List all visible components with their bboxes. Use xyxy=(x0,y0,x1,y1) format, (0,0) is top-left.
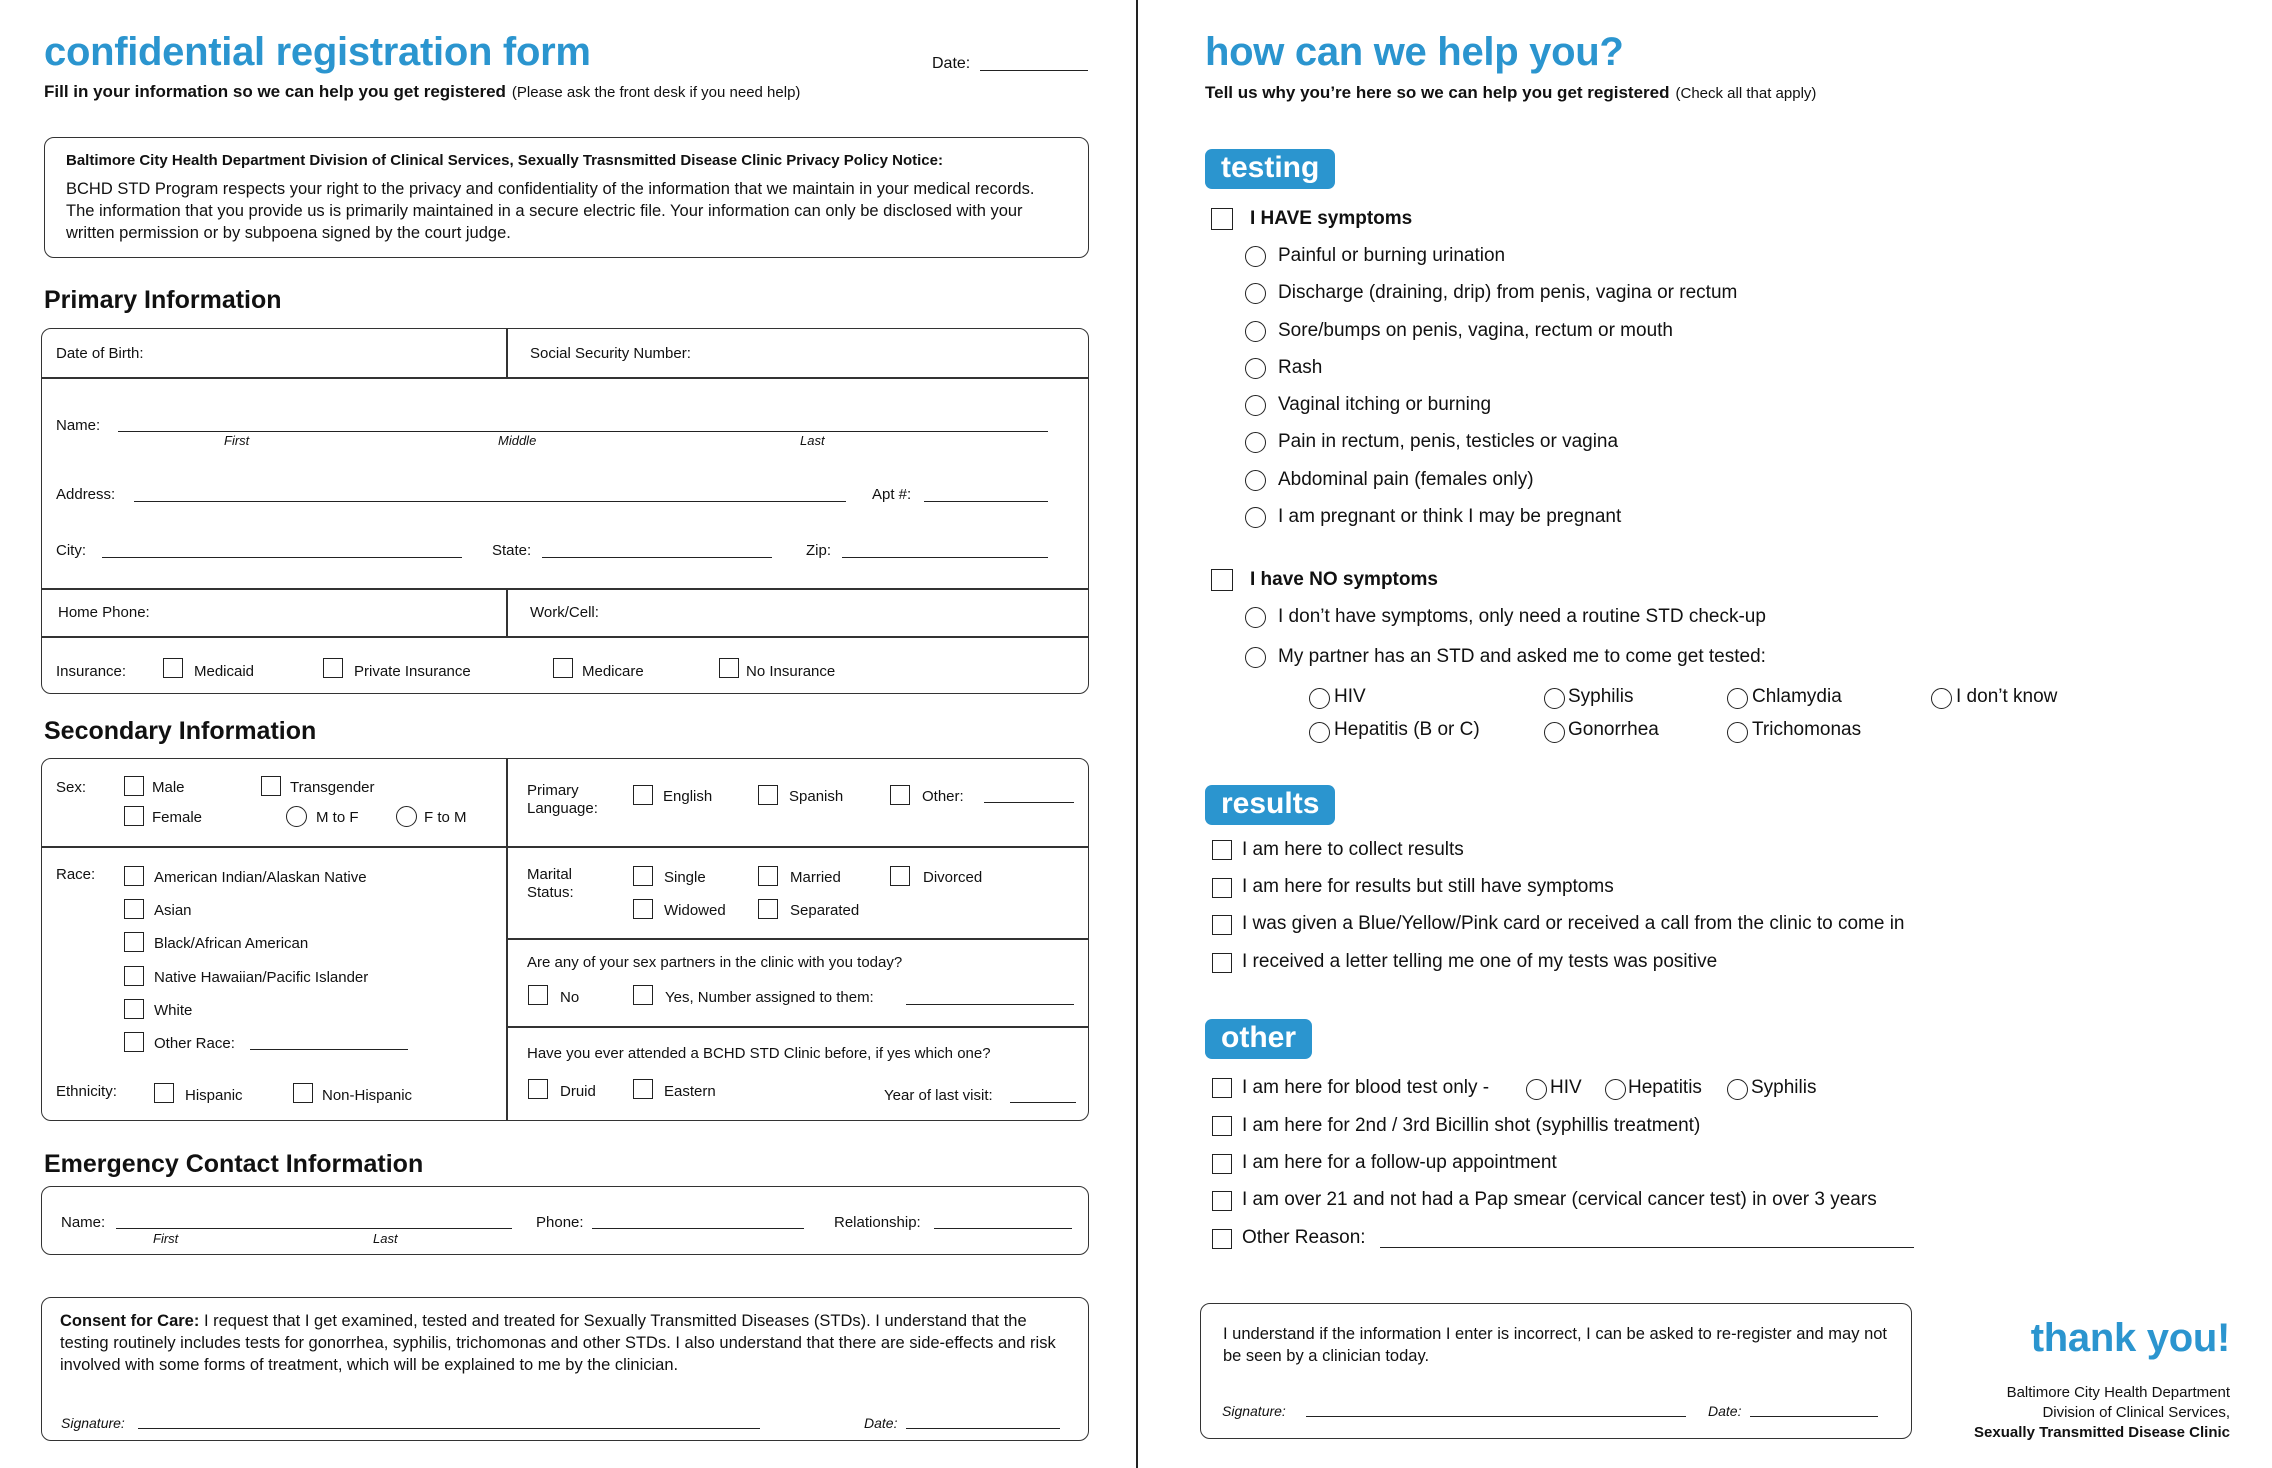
race-american-indian-label: American Indian/Alaskan Native xyxy=(154,869,367,886)
symptom-radio-discharge[interactable] xyxy=(1245,283,1266,304)
testing-pill: testing xyxy=(1205,149,1335,189)
bicillin-label: I am here for 2nd / 3rd Bicillin shot (syphillis treatment) xyxy=(1242,1115,1701,1136)
divider xyxy=(41,846,1089,848)
hispanic-label: Hispanic xyxy=(185,1087,243,1104)
non-hispanic-label: Non-Hispanic xyxy=(322,1087,413,1104)
private-insurance-label: Private Insurance xyxy=(354,663,471,680)
date-label: Date: xyxy=(932,55,971,72)
no-symptoms-label: I have NO symptoms xyxy=(1250,569,1438,590)
medicaid-label: Medicaid xyxy=(194,663,255,680)
address-label: Address: xyxy=(56,486,116,503)
chlamydia-label: Chlamydia xyxy=(1752,686,1842,707)
blood-syphilis-radio[interactable] xyxy=(1727,1079,1748,1100)
results-pill: results xyxy=(1205,785,1335,825)
bicillin-checkbox[interactable] xyxy=(1212,1116,1232,1136)
results-symptoms-checkbox[interactable] xyxy=(1212,878,1232,898)
spanish-checkbox[interactable] xyxy=(758,785,778,805)
ack-date-label: Date: xyxy=(1708,1403,1742,1419)
divider xyxy=(506,1026,1089,1028)
symptom-pain: Pain in rectum, penis, testicles or vagina xyxy=(1278,431,1619,452)
race-hawaiian-label: Native Hawaiian/Pacific Islander xyxy=(154,969,369,986)
name-field[interactable] xyxy=(118,431,1048,432)
symptom-radio-urination[interactable] xyxy=(1245,246,1266,267)
partners-yes-label: Yes, Number assigned to them: xyxy=(665,989,874,1006)
widowed-checkbox[interactable] xyxy=(633,899,653,919)
dont-know-radio[interactable] xyxy=(1931,688,1952,709)
race-black-label: Black/African American xyxy=(154,935,309,952)
f-to-m-radio[interactable] xyxy=(396,806,417,827)
symptom-radio-sores[interactable] xyxy=(1245,321,1266,342)
consent-box xyxy=(41,1297,1089,1441)
pap-smear-checkbox[interactable] xyxy=(1212,1191,1232,1211)
blood-hiv-radio[interactable] xyxy=(1526,1079,1547,1100)
male-label: Male xyxy=(152,779,185,796)
race-black-checkbox[interactable] xyxy=(124,932,144,952)
followup-checkbox[interactable] xyxy=(1212,1154,1232,1174)
footer-org xyxy=(1974,1383,2230,1443)
divider xyxy=(41,588,1089,590)
privacy-notice-box xyxy=(44,137,1089,258)
ssn-label: Social Security Number: xyxy=(530,345,691,362)
work-cell-label: Work/Cell: xyxy=(530,604,599,621)
middle-caption: Middle xyxy=(498,433,537,448)
hepatitis-label: Hepatitis (B or C) xyxy=(1334,719,1480,740)
race-white-checkbox[interactable] xyxy=(124,999,144,1019)
routine-checkup-label: I don’t have symptoms, only need a routine STD check-up xyxy=(1278,606,1766,627)
letter-positive-checkbox[interactable] xyxy=(1212,953,1232,973)
marital-status-label: Marital Status: xyxy=(527,866,574,901)
acknowledgement-box xyxy=(1200,1303,1912,1439)
medicaid-checkbox[interactable] xyxy=(163,658,183,678)
partners-number-field[interactable] xyxy=(906,1004,1074,1005)
primary-info-box xyxy=(41,328,1089,694)
separated-checkbox[interactable] xyxy=(758,899,778,919)
apt-label: Apt #: xyxy=(872,486,912,503)
footer-line-1: Baltimore City Health Department xyxy=(2006,1384,2230,1401)
symptom-radio-pain[interactable] xyxy=(1245,432,1266,453)
collect-results-checkbox[interactable] xyxy=(1212,840,1232,860)
privacy-notice-body: BCHD STD Program respects your right to the privacy and confidentiality of the information that we maintain in your medical records. The information that you provide us is primarily maintained in a secure electric file. Your information can only be disclosed with your written permission or by subpoena signed by the court judge. xyxy=(66,180,1035,242)
race-hawaiian-checkbox[interactable] xyxy=(124,966,144,986)
ack-date-field[interactable] xyxy=(1750,1416,1878,1417)
ethnicity-label: Ethnicity: xyxy=(56,1083,117,1100)
symptom-pregnant: I am pregnant or think I may be pregnant xyxy=(1278,506,1622,527)
privacy-notice-title: Baltimore City Health Department Division of Clinical Services, Sexually Trasnsmitted Disease Clinic Privacy Policy Notice: xyxy=(66,152,943,169)
consent-date-label: Date: xyxy=(864,1415,898,1431)
other-language-checkbox[interactable] xyxy=(890,785,910,805)
race-white-label: White xyxy=(154,1002,193,1019)
hiv-radio[interactable] xyxy=(1309,688,1330,709)
race-label: Race: xyxy=(56,866,96,883)
ack-signature-label: Signature: xyxy=(1222,1403,1286,1419)
symptom-radio-itching[interactable] xyxy=(1245,395,1266,416)
help-subtitle: Tell us why you’re here so we can help you get registered (Check all that apply) xyxy=(1205,83,1817,102)
druid-label: Druid xyxy=(560,1083,596,1100)
footer-line-3: Sexually Transmitted Disease Clinic xyxy=(1974,1424,2230,1441)
english-checkbox[interactable] xyxy=(633,785,653,805)
divider xyxy=(506,938,1089,940)
divider xyxy=(41,636,1089,638)
female-label: Female xyxy=(152,809,203,826)
partners-no-label: No xyxy=(560,989,580,1006)
other-reason-label: Other Reason: xyxy=(1242,1227,1366,1248)
hiv-label: HIV xyxy=(1334,686,1366,707)
partners-yes-checkbox[interactable] xyxy=(633,985,653,1005)
m-to-f-radio[interactable] xyxy=(286,806,307,827)
emergency-phone-field[interactable] xyxy=(592,1228,804,1229)
pap-smear-label: I am over 21 and not had a Pap smear (cervical cancer test) in over 3 years xyxy=(1242,1189,1877,1210)
help-title: how can we help you? xyxy=(1205,30,1624,74)
city-field[interactable] xyxy=(102,557,462,558)
relationship-label: Relationship: xyxy=(834,1214,921,1231)
thank-you-text: thank you! xyxy=(2030,1316,2230,1360)
secondary-info-heading: Secondary Information xyxy=(44,717,317,745)
other-reason-checkbox[interactable] xyxy=(1212,1229,1232,1249)
dob-label: Date of Birth: xyxy=(56,345,144,362)
transgender-label: Transgender xyxy=(290,779,375,796)
race-other-field[interactable] xyxy=(250,1049,408,1050)
symptom-radio-abdominal[interactable] xyxy=(1245,470,1266,491)
hepatitis-radio[interactable] xyxy=(1309,722,1330,743)
druid-checkbox[interactable] xyxy=(528,1079,548,1099)
consent-signature-field[interactable] xyxy=(138,1428,760,1429)
race-other-checkbox[interactable] xyxy=(124,1032,144,1052)
english-label: English xyxy=(663,788,713,805)
race-american-indian-checkbox[interactable] xyxy=(124,866,144,886)
help-subtitle-note: (Check all that apply) xyxy=(1675,85,1817,102)
letter-positive-label: I received a letter telling me one of my tests was positive xyxy=(1242,951,1718,972)
divider xyxy=(41,377,1089,379)
medicare-label: Medicare xyxy=(582,663,644,680)
race-other-label: Other Race: xyxy=(154,1035,235,1052)
single-label: Single xyxy=(664,869,706,886)
blood-hepatitis-label: Hepatitis xyxy=(1628,1077,1702,1098)
spanish-label: Spanish xyxy=(789,788,844,805)
partners-question: Are any of your sex partners in the clinic with you today? xyxy=(527,954,903,971)
trichomonas-radio[interactable] xyxy=(1727,722,1748,743)
divider xyxy=(506,588,508,636)
dont-know-label: I don’t know xyxy=(1956,686,2058,707)
race-asian-checkbox[interactable] xyxy=(124,899,144,919)
emergency-phone-label: Phone: xyxy=(536,1214,584,1231)
syphilis-label: Syphilis xyxy=(1568,686,1634,707)
address-field[interactable] xyxy=(134,501,846,502)
year-last-visit-field[interactable] xyxy=(1010,1102,1076,1103)
form-title: confidential registration form xyxy=(44,30,591,74)
emergency-name-label: Name: xyxy=(61,1214,106,1231)
form-subtitle: Fill in your information so we can help you get registered (Please ask the front desk if you need help) xyxy=(44,82,801,101)
chlamydia-radio[interactable] xyxy=(1727,688,1748,709)
name-label: Name: xyxy=(56,417,101,434)
divorced-label: Divorced xyxy=(923,869,983,886)
home-phone-label: Home Phone: xyxy=(58,604,150,621)
m-to-f-label: M to F xyxy=(316,809,359,826)
symptom-abdominal: Abdominal pain (females only) xyxy=(1278,469,1534,490)
routine-checkup-radio[interactable] xyxy=(1245,607,1266,628)
primary-info-heading: Primary Information xyxy=(44,286,282,314)
zip-field[interactable] xyxy=(842,557,1048,558)
hispanic-checkbox[interactable] xyxy=(154,1083,174,1103)
emergency-contact-heading: Emergency Contact Information xyxy=(44,1150,424,1178)
consent-text xyxy=(60,1310,1070,1376)
sex-label: Sex: xyxy=(56,779,87,796)
page-divider xyxy=(1136,0,1138,1468)
widowed-label: Widowed xyxy=(664,902,726,919)
syphilis-radio[interactable] xyxy=(1544,688,1565,709)
relationship-field[interactable] xyxy=(934,1228,1072,1229)
symptom-urination: Painful or burning urination xyxy=(1278,245,1506,266)
consent-title: Consent for Care: xyxy=(60,1312,200,1330)
divorced-checkbox[interactable] xyxy=(890,866,910,886)
emergency-last-caption: Last xyxy=(373,1231,398,1246)
state-field[interactable] xyxy=(542,557,772,558)
zip-label: Zip: xyxy=(806,542,832,559)
married-checkbox[interactable] xyxy=(758,866,778,886)
have-symptoms-checkbox[interactable] xyxy=(1211,208,1233,230)
gonorrhea-label: Gonorrhea xyxy=(1568,719,1659,740)
other-language-field[interactable] xyxy=(984,802,1074,803)
blood-hiv-label: HIV xyxy=(1550,1077,1582,1098)
city-label: City: xyxy=(56,542,86,559)
acknowledgement-text: I understand if the information I enter is incorrect, I can be asked to re-register and may not be seen by a clinician today. xyxy=(1223,1325,1888,1365)
primary-language-label: Primary Language: xyxy=(527,782,598,817)
consent-signature-label: Signature: xyxy=(61,1415,125,1431)
separated-label: Separated xyxy=(790,902,860,919)
attended-question: Have you ever attended a BCHD STD Clinic before, if yes which one? xyxy=(527,1045,991,1062)
emergency-first-caption: First xyxy=(153,1231,179,1246)
collect-results-label: I am here to collect results xyxy=(1242,839,1464,860)
f-to-m-label: F to M xyxy=(424,809,467,826)
card-call-checkbox[interactable] xyxy=(1212,915,1232,935)
ack-signature-field[interactable] xyxy=(1306,1416,1686,1417)
race-asian-label: Asian xyxy=(154,902,192,919)
female-checkbox[interactable] xyxy=(124,806,144,826)
eastern-label: Eastern xyxy=(664,1083,716,1100)
first-caption: First xyxy=(224,433,250,448)
blood-hepatitis-radio[interactable] xyxy=(1605,1079,1626,1100)
trichomonas-label: Trichomonas xyxy=(1752,719,1862,740)
no-insurance-checkbox[interactable] xyxy=(719,658,739,678)
no-insurance-label: No Insurance xyxy=(746,663,836,680)
consent-body: I request that I get examined, tested and treated for Sexually Transmitted Diseases (STDs). I understand that the testing routinely includes tests for gonorrhea, syphilis, trichomonas and other STDs. I also understand that there are side-effects and risk involved with some forms of treatment, which will be explained to me by the clinician. xyxy=(60,1312,1056,1374)
have-symptoms-label: I HAVE symptoms xyxy=(1250,208,1413,229)
symptom-radio-rash[interactable] xyxy=(1245,358,1266,379)
gonorrhea-radio[interactable] xyxy=(1544,722,1565,743)
partner-std-label: My partner has an STD and asked me to come get tested: xyxy=(1278,646,1766,667)
other-reason-field[interactable] xyxy=(1380,1247,1914,1248)
eastern-checkbox[interactable] xyxy=(633,1079,653,1099)
private-insurance-checkbox[interactable] xyxy=(323,658,343,678)
consent-date-field[interactable] xyxy=(906,1428,1060,1429)
footer-line-2: Division of Clinical Services, xyxy=(2042,1404,2230,1421)
results-symptoms-label: I am here for results but still have symptoms xyxy=(1242,876,1614,897)
emergency-name-field[interactable] xyxy=(116,1228,512,1229)
no-symptoms-checkbox[interactable] xyxy=(1211,569,1233,591)
symptom-itching: Vaginal itching or burning xyxy=(1278,394,1492,415)
state-label: State: xyxy=(492,542,532,559)
symptom-radio-pregnant[interactable] xyxy=(1245,507,1266,528)
single-checkbox[interactable] xyxy=(633,866,653,886)
transgender-checkbox[interactable] xyxy=(261,776,281,796)
subtitle-note: (Please ask the front desk if you need help) xyxy=(511,84,801,101)
male-checkbox[interactable] xyxy=(124,776,144,796)
blood-syphilis-label: Syphilis xyxy=(1751,1077,1817,1098)
card-call-label: I was given a Blue/Yellow/Pink card or received a call from the clinic to come in xyxy=(1242,913,1905,934)
blood-test-checkbox[interactable] xyxy=(1212,1078,1232,1098)
divider xyxy=(506,328,508,377)
followup-label: I am here for a follow-up appointment xyxy=(1242,1152,1557,1173)
symptom-rash: Rash xyxy=(1278,357,1323,378)
year-last-visit-label: Year of last visit: xyxy=(884,1087,993,1104)
symptom-discharge: Discharge (draining, drip) from penis, vagina or rectum xyxy=(1278,282,1738,303)
apt-field[interactable] xyxy=(924,501,1048,502)
symptom-sores: Sore/bumps on penis, vagina, rectum or mouth xyxy=(1278,320,1673,341)
partner-std-radio[interactable] xyxy=(1245,647,1266,668)
insurance-label: Insurance: xyxy=(56,663,127,680)
medicare-checkbox[interactable] xyxy=(553,658,573,678)
blood-test-label: I am here for blood test only - xyxy=(1242,1077,1490,1098)
other-pill: other xyxy=(1205,1019,1312,1059)
non-hispanic-checkbox[interactable] xyxy=(293,1083,313,1103)
date-field[interactable] xyxy=(980,70,1088,71)
married-label: Married xyxy=(790,869,841,886)
other-language-label: Other: xyxy=(922,788,964,805)
last-caption: Last xyxy=(800,433,825,448)
partners-no-checkbox[interactable] xyxy=(528,985,548,1005)
divider xyxy=(506,758,508,1121)
